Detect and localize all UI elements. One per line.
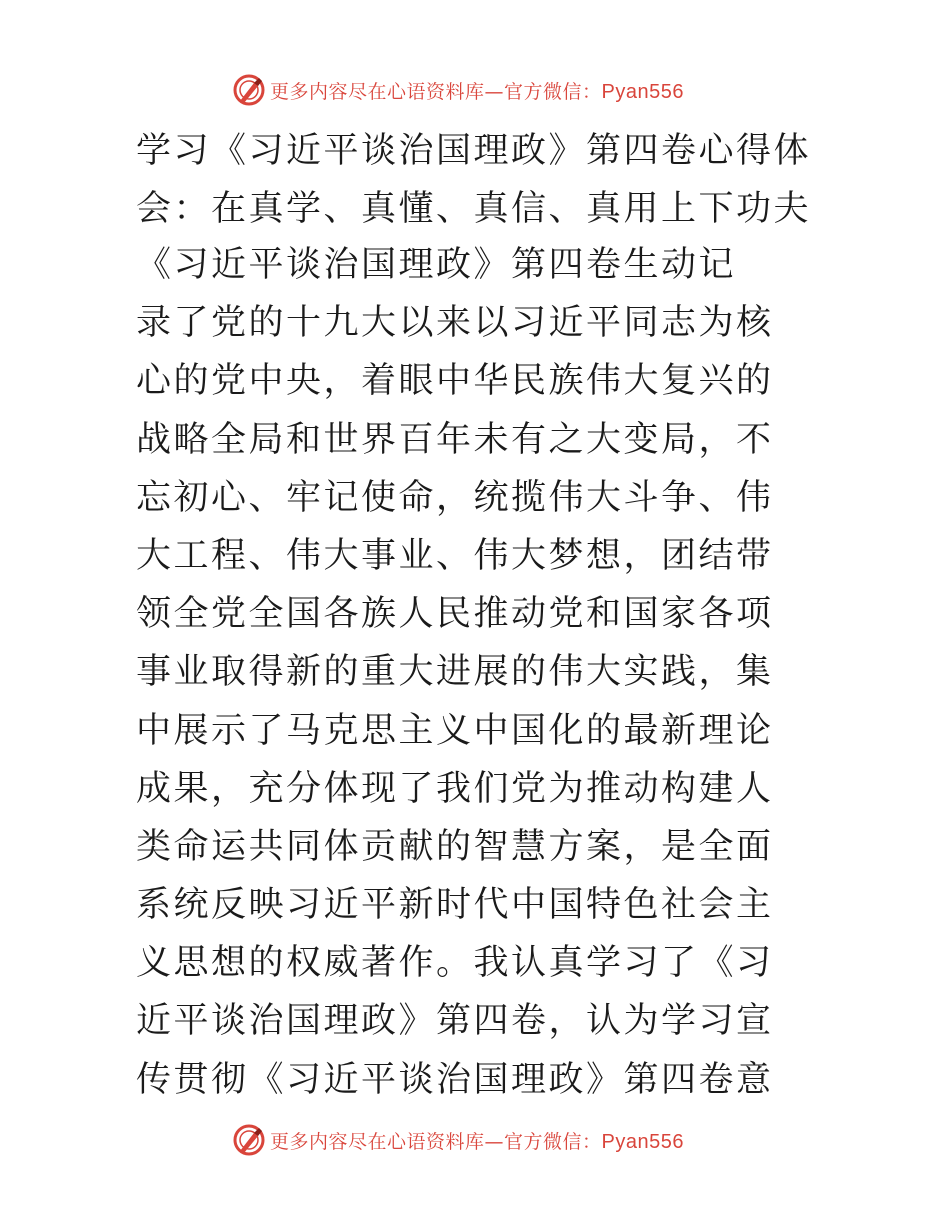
footer-wechat-id: Pyan556	[601, 1130, 684, 1153]
body-line: 忘初心、牢记使命，统揽伟大斗争、伟	[136, 477, 774, 518]
body-line: 系统反映习近平新时代中国特色社会主	[136, 885, 774, 926]
body-line: 传贯彻《习近平谈治国理政》第四卷意	[136, 1059, 774, 1100]
body-line: 近平谈治国理政》第四卷，认为学习宣	[136, 1001, 774, 1042]
pen-nib-logo-icon	[232, 73, 266, 107]
document-body	[136, 236, 776, 1109]
footer-banner-label: 更多内容尽在心语资料库—官方微信：	[270, 1130, 602, 1153]
header-banner	[232, 72, 752, 108]
footer-banner-text	[270, 1127, 684, 1154]
body-line: 领全党全国各族人民推动党和国家各项	[136, 594, 774, 635]
header-banner-label: 更多内容尽在心语资料库—官方微信：	[270, 80, 602, 103]
pen-nib-logo-icon	[232, 1123, 266, 1157]
body-line: 录了党的十九大以来以习近平同志为核	[136, 303, 774, 344]
title-line: 学习《习近平谈治国理政》第四卷心得体	[136, 131, 812, 171]
body-line: 心的党中央，着眼中华民族伟大复兴的	[136, 361, 774, 402]
body-line: 《习近平谈治国理政》第四卷生动记	[136, 245, 737, 285]
body-line: 类命运共同体贡献的智慧方案，是全面	[136, 826, 774, 867]
header-wechat-id: Pyan556	[601, 80, 684, 103]
title-line: 会：在真学、真懂、真信、真用上下功夫	[136, 189, 812, 229]
body-line: 成果，充分体现了我们党为推动构建人	[136, 768, 774, 809]
footer-banner	[232, 1122, 752, 1158]
body-line: 事业取得新的重大进展的伟大实践，集	[136, 652, 774, 693]
body-line: 中展示了马克思主义中国化的最新理论	[136, 710, 774, 751]
document-title	[136, 122, 812, 238]
body-line: 义思想的权威著作。我认真学习了《习	[136, 943, 774, 984]
body-line: 战略全局和世界百年未有之大变局，不	[136, 419, 774, 460]
body-line: 大工程、伟大事业、伟大梦想，团结带	[136, 535, 774, 576]
header-banner-text	[270, 77, 684, 104]
